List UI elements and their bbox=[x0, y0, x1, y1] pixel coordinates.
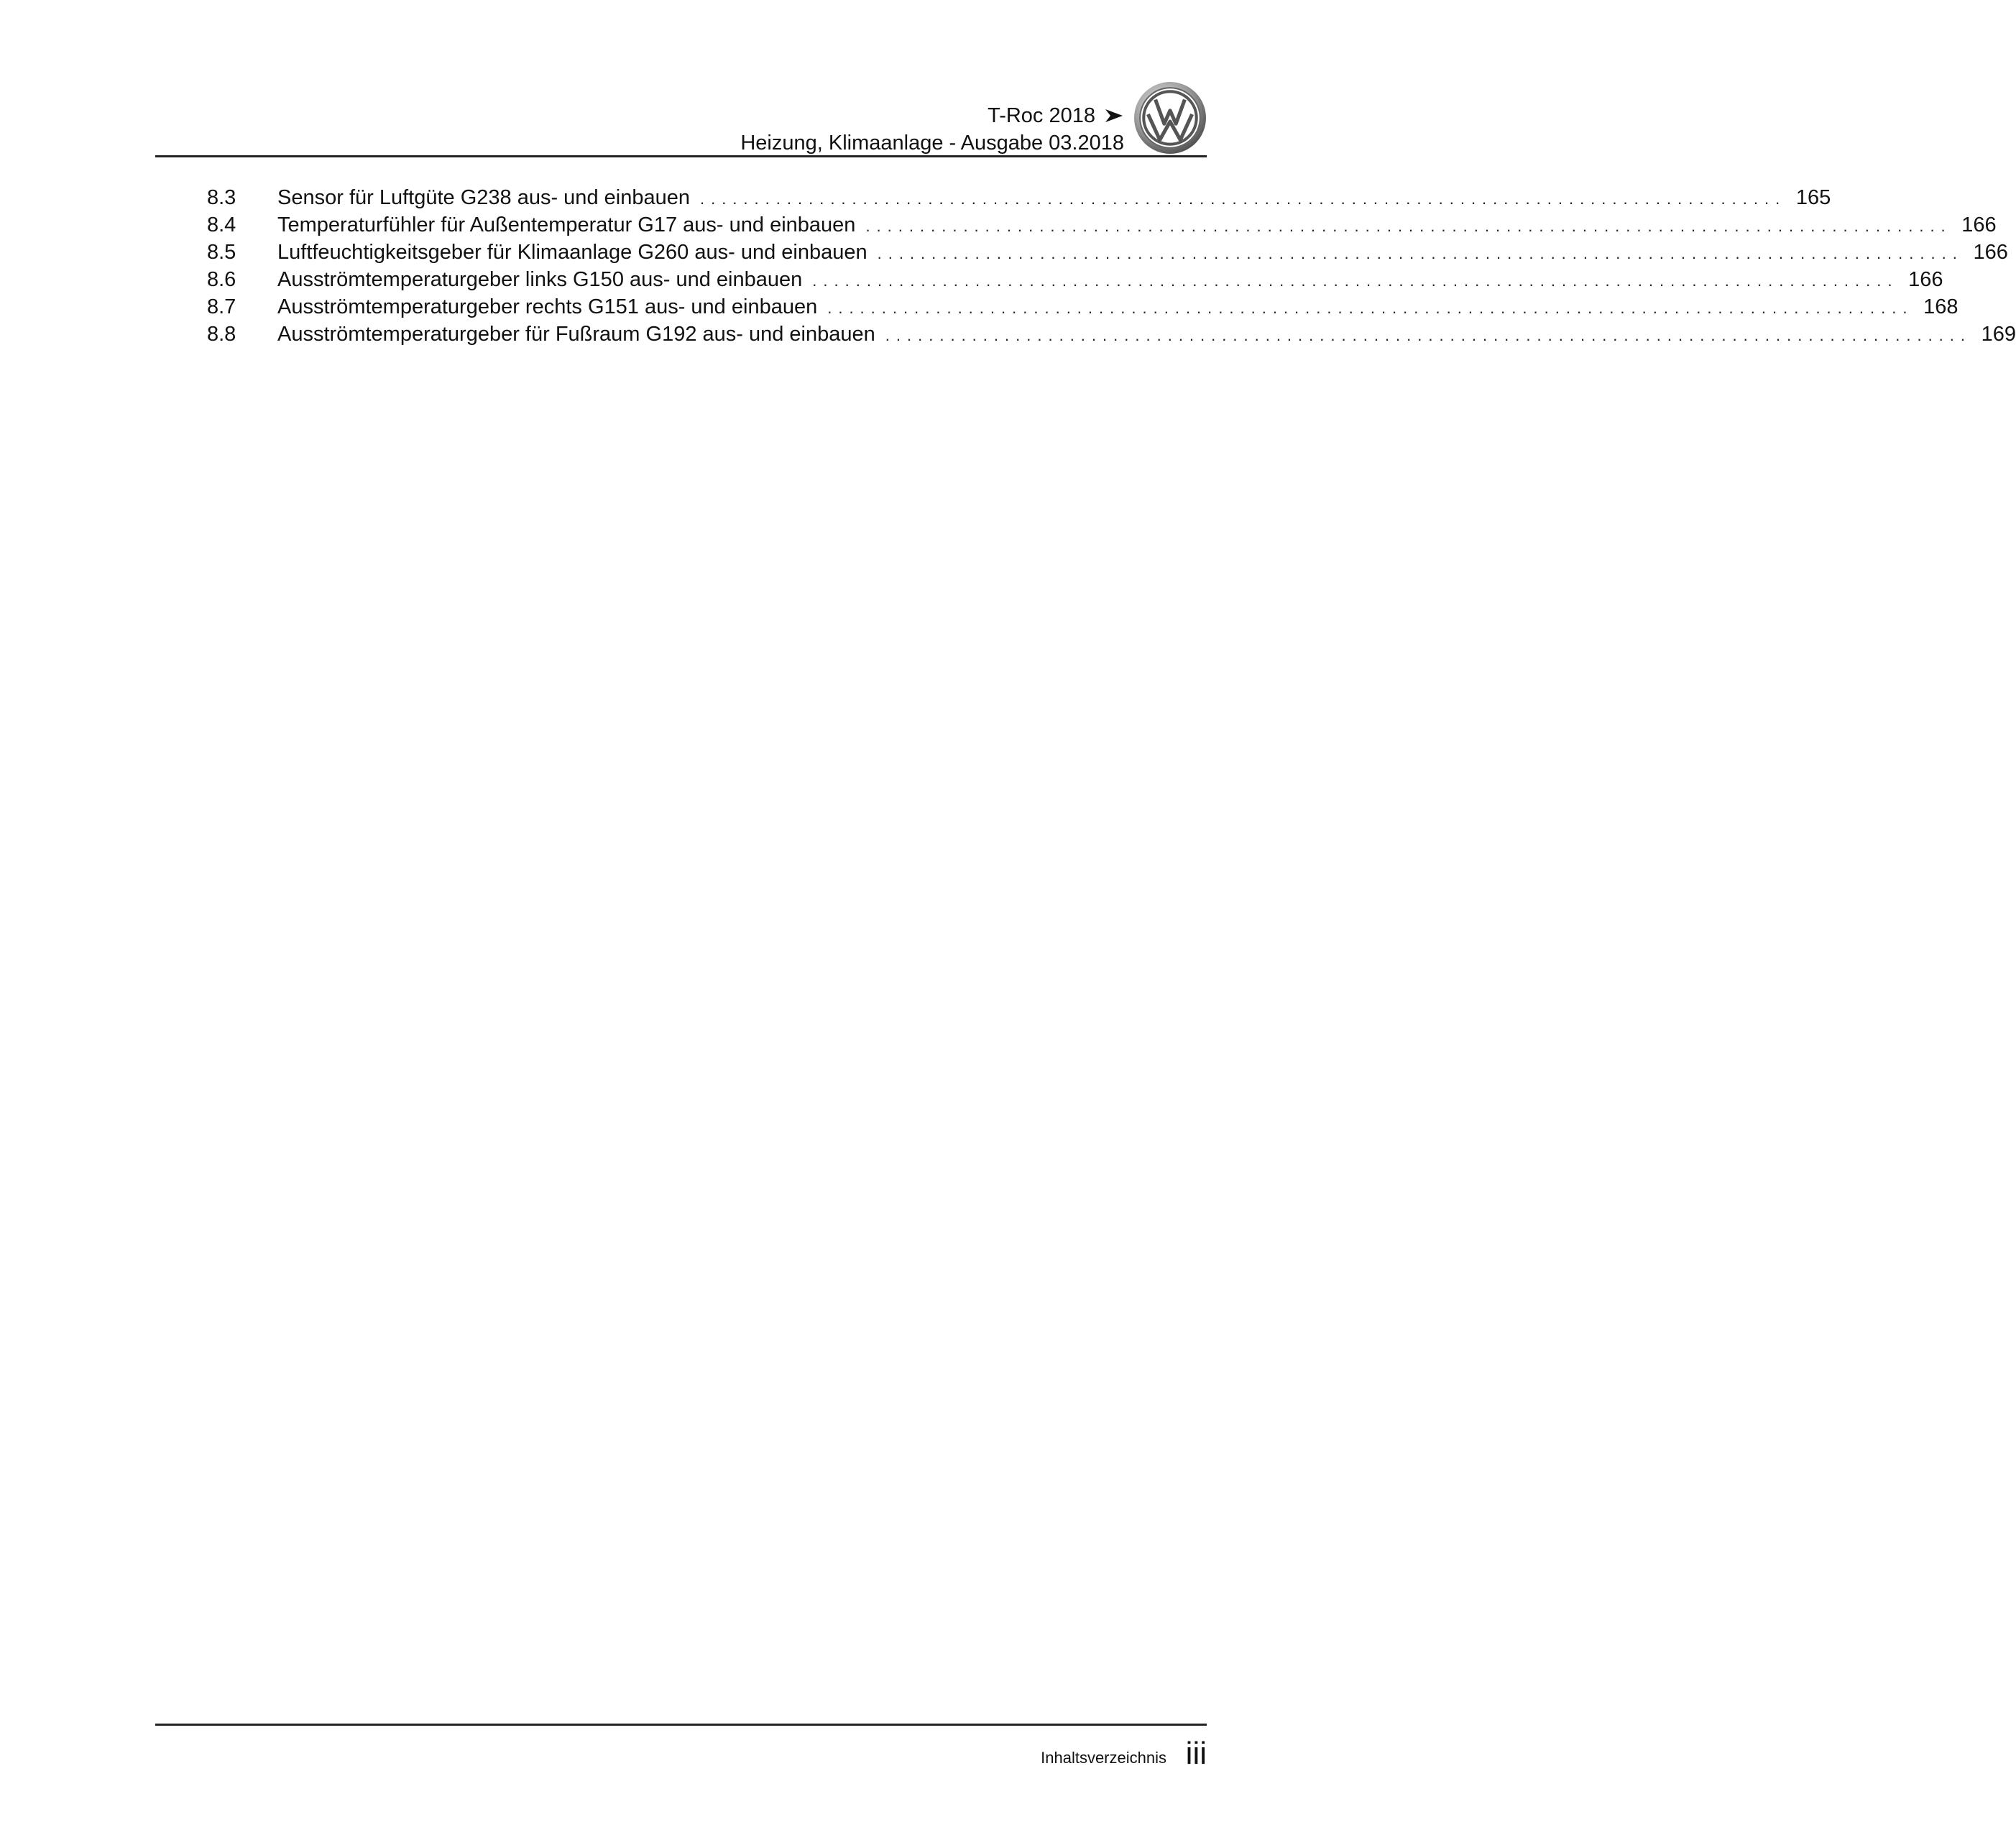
arrow-right-icon bbox=[1104, 108, 1124, 124]
toc-entry-title: Ausströmtemperaturgeber links G150 aus- und einbauen bbox=[277, 268, 803, 291]
toc-entry-title: Ausströmtemperaturgeber rechts G151 aus- und einbauen bbox=[277, 295, 818, 318]
toc-entry-page: 166 bbox=[1908, 268, 1943, 291]
header-model-line bbox=[740, 102, 1124, 129]
toc-leader: .................................................................................................... bbox=[865, 217, 1952, 235]
toc-leader: .................................................................................................... bbox=[885, 326, 1972, 344]
toc-entry-page: 169 bbox=[1981, 323, 2016, 346]
page-header bbox=[740, 102, 1124, 157]
toc-entry-number: 8.4 bbox=[207, 213, 236, 236]
toc-leader: .................................................................................................... bbox=[877, 244, 1964, 262]
toc-entry[interactable] bbox=[207, 321, 2016, 348]
toc-entry-number: 8.7 bbox=[207, 295, 236, 318]
toc-entry-title: Sensor für Luftgüte G238 aus- und einbauen bbox=[277, 186, 690, 209]
vw-logo-icon bbox=[1133, 81, 1207, 155]
toc-entry-page: 168 bbox=[1923, 295, 1959, 318]
toc-entry-page: 166 bbox=[1973, 241, 2008, 264]
toc-entry-title: Luftfeuchtigkeitsgeber für Klimaanlage G260 aus- und einbauen bbox=[277, 241, 867, 264]
footer-page-number: iii bbox=[1185, 1736, 1207, 1771]
header-divider bbox=[155, 155, 1207, 157]
toc-entry-number: 8.5 bbox=[207, 241, 236, 264]
toc-entry-number: 8.8 bbox=[207, 323, 236, 346]
toc-leader: .................................................................................................... bbox=[827, 299, 1914, 317]
toc-entry[interactable] bbox=[207, 211, 1997, 239]
header-subtitle: Heizung, Klimaanlage - Ausgabe 03.2018 bbox=[740, 132, 1124, 155]
toc-entry-page: 165 bbox=[1795, 186, 1831, 209]
toc-entry-number: 8.6 bbox=[207, 268, 236, 291]
toc-entry-title: Temperaturfühler für Außentemperatur G17 aus- und einbauen bbox=[277, 213, 856, 236]
toc-entry-title: Ausströmtemperaturgeber für Fußraum G192 aus- und einbauen bbox=[277, 323, 875, 346]
toc-leader: .................................................................................................... bbox=[699, 190, 1787, 208]
toc-entry[interactable] bbox=[207, 293, 1959, 321]
toc-entry[interactable] bbox=[207, 266, 1943, 293]
footer-divider bbox=[155, 1724, 1207, 1726]
toc-entry-number: 8.3 bbox=[207, 186, 236, 209]
toc-list bbox=[207, 184, 2016, 348]
toc-entry-page: 166 bbox=[1961, 213, 1997, 236]
footer-section-label: Inhaltsverzeichnis bbox=[1041, 1749, 1166, 1767]
toc-entry[interactable] bbox=[207, 184, 1831, 211]
header-model: T-Roc 2018 bbox=[988, 104, 1095, 127]
toc-leader: .................................................................................................... bbox=[812, 272, 1899, 290]
toc-entry[interactable] bbox=[207, 239, 2008, 266]
